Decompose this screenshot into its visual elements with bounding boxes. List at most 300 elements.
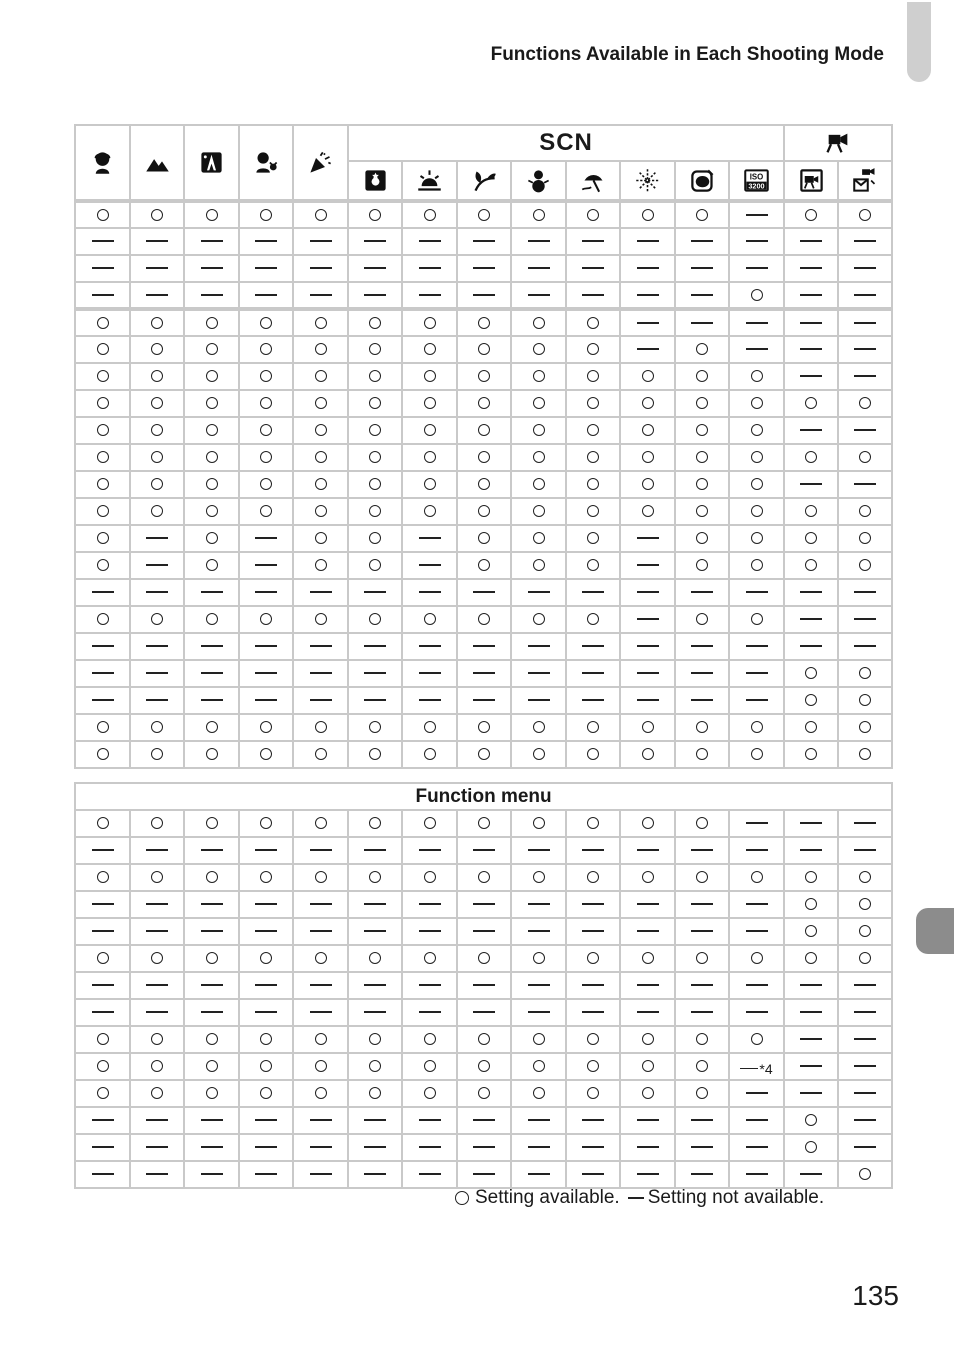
dash-icon xyxy=(255,240,277,242)
table-cell xyxy=(566,1053,620,1080)
table-cell xyxy=(511,741,566,768)
table-cell xyxy=(293,201,348,228)
table-cell xyxy=(675,1161,729,1188)
table-cell xyxy=(130,741,184,768)
dash-icon xyxy=(419,984,441,986)
table-cell xyxy=(566,606,620,633)
table-cell xyxy=(457,999,511,1026)
dash-icon xyxy=(854,348,876,350)
circle-icon xyxy=(478,451,490,463)
dash-icon xyxy=(528,1011,550,1013)
circle-icon xyxy=(151,1087,163,1099)
dash-icon xyxy=(582,591,604,593)
table-cell xyxy=(184,255,239,282)
table-cell xyxy=(457,864,511,891)
circle-icon xyxy=(315,317,327,329)
circle-icon xyxy=(260,451,272,463)
table-cell xyxy=(184,1026,239,1053)
dash-icon xyxy=(528,294,550,296)
circle-icon xyxy=(369,505,381,517)
circle-icon xyxy=(260,478,272,490)
dash-icon xyxy=(854,591,876,593)
circle-icon xyxy=(587,478,599,490)
kids-pets-column-header xyxy=(239,125,293,201)
circle-icon xyxy=(642,424,654,436)
circle-icon xyxy=(533,952,545,964)
dash-icon xyxy=(310,984,332,986)
dash-icon xyxy=(364,294,386,296)
circle-icon xyxy=(455,1191,469,1205)
circle-icon xyxy=(751,451,763,463)
dash-icon xyxy=(255,849,277,851)
table-cell xyxy=(457,918,511,945)
table-cell xyxy=(511,309,566,336)
dash-icon xyxy=(528,591,550,593)
table-cell xyxy=(838,390,892,417)
dash-icon xyxy=(691,267,713,269)
movie-group-icon xyxy=(824,129,852,157)
table-cell xyxy=(729,810,784,837)
dash-icon xyxy=(582,930,604,932)
table-cell xyxy=(293,1161,348,1188)
circle-icon xyxy=(642,451,654,463)
table-cell xyxy=(239,999,293,1026)
table-cell xyxy=(838,741,892,768)
table-cell xyxy=(675,525,729,552)
table-cell xyxy=(566,282,620,309)
circle-icon xyxy=(206,370,218,382)
table-cell xyxy=(511,1080,566,1107)
circle-icon xyxy=(97,343,109,355)
table-cell xyxy=(838,228,892,255)
circle-icon xyxy=(260,343,272,355)
circle-icon xyxy=(587,721,599,733)
table-cell xyxy=(348,255,402,282)
table-cell xyxy=(184,837,239,864)
table-cell xyxy=(75,810,130,837)
table-cell xyxy=(348,417,402,444)
dash-icon xyxy=(419,1173,441,1175)
table-cell xyxy=(293,579,348,606)
table-cell xyxy=(457,714,511,741)
table-cell xyxy=(620,255,675,282)
dash-icon xyxy=(746,849,768,851)
table-cell xyxy=(130,552,184,579)
circle-icon xyxy=(751,397,763,409)
table-cell xyxy=(293,471,348,498)
table-cell xyxy=(838,552,892,579)
circle-icon xyxy=(97,559,109,571)
circle-icon xyxy=(478,505,490,517)
table-cell xyxy=(457,1026,511,1053)
dash-icon xyxy=(582,1011,604,1013)
dash-icon xyxy=(637,348,659,350)
dash-icon xyxy=(637,618,659,620)
page-number: 135 xyxy=(852,1280,899,1311)
dash-icon xyxy=(473,240,495,242)
table-cell xyxy=(784,1161,838,1188)
table-cell xyxy=(675,552,729,579)
table-row xyxy=(75,714,892,741)
dash-icon xyxy=(92,591,114,593)
dash-icon xyxy=(255,1173,277,1175)
table-cell xyxy=(784,1080,838,1107)
circle-icon xyxy=(369,1087,381,1099)
table-cell xyxy=(511,660,566,687)
dash-icon xyxy=(201,930,223,932)
table-cell xyxy=(402,945,457,972)
circle-icon xyxy=(642,1033,654,1045)
circle-icon xyxy=(315,721,327,733)
circle-icon xyxy=(206,424,218,436)
table-cell xyxy=(348,552,402,579)
table-row xyxy=(75,1026,892,1053)
dash-icon xyxy=(364,240,386,242)
dash-icon xyxy=(255,267,277,269)
dash-icon xyxy=(201,1146,223,1148)
table-cell xyxy=(402,660,457,687)
dash-icon xyxy=(364,1119,386,1121)
dash-icon xyxy=(800,849,822,851)
table-cell xyxy=(239,810,293,837)
dash-icon xyxy=(146,930,168,932)
circle-icon xyxy=(315,871,327,883)
table-cell xyxy=(838,363,892,390)
legend-available-text: Setting available. xyxy=(475,1187,620,1208)
table-cell xyxy=(402,741,457,768)
circle-icon xyxy=(260,424,272,436)
table-cell xyxy=(675,579,729,606)
dash-icon xyxy=(582,984,604,986)
dash-icon xyxy=(854,240,876,242)
table-row xyxy=(75,1080,892,1107)
circle-icon xyxy=(805,1141,817,1153)
table-cell xyxy=(184,498,239,525)
table-cell xyxy=(729,444,784,471)
circle-icon xyxy=(696,871,708,883)
table-cell xyxy=(293,1080,348,1107)
dash-icon xyxy=(419,672,441,674)
table-cell xyxy=(184,660,239,687)
table-cell xyxy=(184,390,239,417)
dash-icon xyxy=(419,903,441,905)
dash-icon xyxy=(691,322,713,324)
table-cell xyxy=(620,837,675,864)
dash-icon xyxy=(419,699,441,701)
dash-icon xyxy=(800,645,822,647)
underwater-icon xyxy=(689,167,716,194)
night-snapshot-column-header xyxy=(348,161,402,201)
table-cell xyxy=(675,741,729,768)
dash-icon xyxy=(92,984,114,986)
table-cell xyxy=(348,471,402,498)
dash-icon xyxy=(637,564,659,566)
table-cell xyxy=(130,687,184,714)
table-cell xyxy=(75,633,130,660)
dash-icon xyxy=(854,267,876,269)
table-cell xyxy=(239,1161,293,1188)
table-cell xyxy=(402,579,457,606)
dash-icon xyxy=(473,591,495,593)
table-cell xyxy=(511,471,566,498)
table-cell xyxy=(457,201,511,228)
table-cell xyxy=(130,336,184,363)
dash-icon xyxy=(746,348,768,350)
table-cell xyxy=(130,444,184,471)
table-cell xyxy=(75,579,130,606)
dash-icon xyxy=(800,294,822,296)
table-cell xyxy=(511,1134,566,1161)
table-cell xyxy=(184,918,239,945)
circle-icon xyxy=(533,532,545,544)
circle-icon xyxy=(260,817,272,829)
circle-icon xyxy=(206,451,218,463)
movie-email-column-header xyxy=(838,161,892,201)
circle-icon xyxy=(587,817,599,829)
table-cell xyxy=(838,810,892,837)
table-cell xyxy=(239,498,293,525)
table-cell xyxy=(239,390,293,417)
dash-icon xyxy=(146,591,168,593)
circle-icon xyxy=(315,451,327,463)
table-cell xyxy=(239,579,293,606)
dash-icon xyxy=(255,1119,277,1121)
table-cell xyxy=(184,945,239,972)
table-cell xyxy=(511,579,566,606)
table-cell xyxy=(293,660,348,687)
circle-icon xyxy=(315,748,327,760)
circle-icon xyxy=(206,613,218,625)
circle-icon xyxy=(97,721,109,733)
table-cell xyxy=(130,201,184,228)
table-cell xyxy=(184,336,239,363)
dash-icon xyxy=(419,1011,441,1013)
table-cell xyxy=(675,633,729,660)
table-cell xyxy=(511,918,566,945)
table-cell xyxy=(838,255,892,282)
table-row xyxy=(75,687,892,714)
circle-icon xyxy=(533,478,545,490)
table-row xyxy=(75,972,892,999)
circle-icon xyxy=(642,370,654,382)
dash-icon xyxy=(637,267,659,269)
table-cell xyxy=(511,417,566,444)
table-cell xyxy=(239,633,293,660)
table-cell xyxy=(457,837,511,864)
movie-group-header xyxy=(784,125,892,161)
table-cell xyxy=(675,891,729,918)
dash-icon xyxy=(746,1092,768,1094)
circle-icon xyxy=(424,952,436,964)
sunset-column-header xyxy=(402,161,457,201)
table-cell xyxy=(838,714,892,741)
dash-icon xyxy=(310,240,332,242)
dash-icon xyxy=(582,1173,604,1175)
table-cell xyxy=(348,864,402,891)
dash-icon xyxy=(740,1068,758,1070)
dash-icon xyxy=(473,930,495,932)
table-cell xyxy=(566,999,620,1026)
circle-icon xyxy=(696,370,708,382)
thumb-tab xyxy=(907,2,931,82)
table-cell xyxy=(620,390,675,417)
table-cell xyxy=(675,714,729,741)
table-cell xyxy=(620,228,675,255)
table-cell xyxy=(729,1134,784,1161)
table-cell xyxy=(293,714,348,741)
dash-icon xyxy=(255,294,277,296)
table-cell xyxy=(729,363,784,390)
table-cell xyxy=(75,498,130,525)
circle-icon xyxy=(751,424,763,436)
circle-icon xyxy=(805,898,817,910)
dash-icon xyxy=(854,322,876,324)
table-cell xyxy=(402,837,457,864)
dash-icon xyxy=(255,984,277,986)
dash-icon xyxy=(92,849,114,851)
dash-icon xyxy=(473,672,495,674)
table-cell xyxy=(402,336,457,363)
table-cell xyxy=(729,741,784,768)
circle-icon xyxy=(97,317,109,329)
dash-icon xyxy=(473,645,495,647)
dash-icon xyxy=(800,984,822,986)
circle-icon xyxy=(859,925,871,937)
dash-icon xyxy=(255,699,277,701)
table-cell xyxy=(675,1026,729,1053)
table-row xyxy=(75,282,892,309)
table-cell xyxy=(184,891,239,918)
table-cell xyxy=(566,228,620,255)
dash-icon xyxy=(854,1038,876,1040)
table-cell xyxy=(184,228,239,255)
circle-icon xyxy=(260,613,272,625)
circle-icon xyxy=(478,721,490,733)
dash-icon xyxy=(419,564,441,566)
table-cell xyxy=(620,309,675,336)
circle-icon xyxy=(478,317,490,329)
circle-icon xyxy=(478,817,490,829)
table-cell xyxy=(457,1134,511,1161)
table-cell xyxy=(675,201,729,228)
table-cell xyxy=(675,999,729,1026)
table-cell xyxy=(784,918,838,945)
circle-icon xyxy=(696,1087,708,1099)
dash-icon xyxy=(582,1119,604,1121)
table-cell xyxy=(784,891,838,918)
table-cell xyxy=(457,1053,511,1080)
circle-icon xyxy=(206,871,218,883)
dash-icon xyxy=(473,1011,495,1013)
table-cell xyxy=(838,1134,892,1161)
table-cell xyxy=(675,1107,729,1134)
table-cell xyxy=(838,471,892,498)
dash-icon xyxy=(364,903,386,905)
circle-icon xyxy=(478,613,490,625)
dash-icon xyxy=(473,984,495,986)
circle-icon xyxy=(151,451,163,463)
table-cell xyxy=(675,471,729,498)
table-cell xyxy=(620,579,675,606)
table-cell xyxy=(457,363,511,390)
dash-icon xyxy=(746,214,768,216)
table-cell xyxy=(130,810,184,837)
table-cell xyxy=(566,891,620,918)
table-cell xyxy=(348,1026,402,1053)
table-cell xyxy=(130,999,184,1026)
table-cell xyxy=(838,972,892,999)
table-cell xyxy=(293,864,348,891)
dash-icon xyxy=(854,294,876,296)
table-cell xyxy=(838,336,892,363)
dash-icon xyxy=(201,1011,223,1013)
circle-icon xyxy=(696,817,708,829)
dash-icon xyxy=(746,822,768,824)
table-cell xyxy=(838,891,892,918)
dash-icon xyxy=(255,1146,277,1148)
dash-icon xyxy=(691,1146,713,1148)
dash-icon xyxy=(92,699,114,701)
circle-icon xyxy=(751,1033,763,1045)
dash-icon xyxy=(528,645,550,647)
table-cell xyxy=(784,945,838,972)
table-cell xyxy=(348,444,402,471)
table-cell xyxy=(566,633,620,660)
table-cell xyxy=(838,864,892,891)
table-cell xyxy=(402,864,457,891)
table-cell xyxy=(402,444,457,471)
circle-icon xyxy=(315,1060,327,1072)
dash-icon xyxy=(854,483,876,485)
table-cell xyxy=(402,309,457,336)
circle-icon xyxy=(859,721,871,733)
circle-icon xyxy=(478,559,490,571)
table-cell xyxy=(348,633,402,660)
table-cell xyxy=(184,810,239,837)
circle-icon xyxy=(478,397,490,409)
table-cell xyxy=(838,309,892,336)
dash-icon xyxy=(746,672,768,674)
dash-icon xyxy=(255,591,277,593)
circle-icon xyxy=(751,370,763,382)
table-cell xyxy=(457,1107,511,1134)
circle-icon xyxy=(533,505,545,517)
table-cell xyxy=(348,945,402,972)
table-cell xyxy=(130,471,184,498)
table-cell xyxy=(239,228,293,255)
table-cell xyxy=(457,417,511,444)
table-cell xyxy=(838,282,892,309)
circle-icon xyxy=(206,721,218,733)
dash-icon xyxy=(310,645,332,647)
table-cell xyxy=(75,201,130,228)
table-cell xyxy=(293,633,348,660)
mode-group-header-row xyxy=(75,125,892,161)
table-cell xyxy=(838,660,892,687)
table-cell xyxy=(130,891,184,918)
circle-icon xyxy=(260,317,272,329)
dash-icon xyxy=(255,537,277,539)
circle-icon xyxy=(859,898,871,910)
table-cell xyxy=(620,1161,675,1188)
table-cell xyxy=(75,864,130,891)
iso3200-column-header xyxy=(729,161,784,201)
circle-icon xyxy=(424,397,436,409)
circle-icon xyxy=(478,209,490,221)
table-cell xyxy=(239,741,293,768)
table-cell xyxy=(348,363,402,390)
table-cell xyxy=(75,891,130,918)
